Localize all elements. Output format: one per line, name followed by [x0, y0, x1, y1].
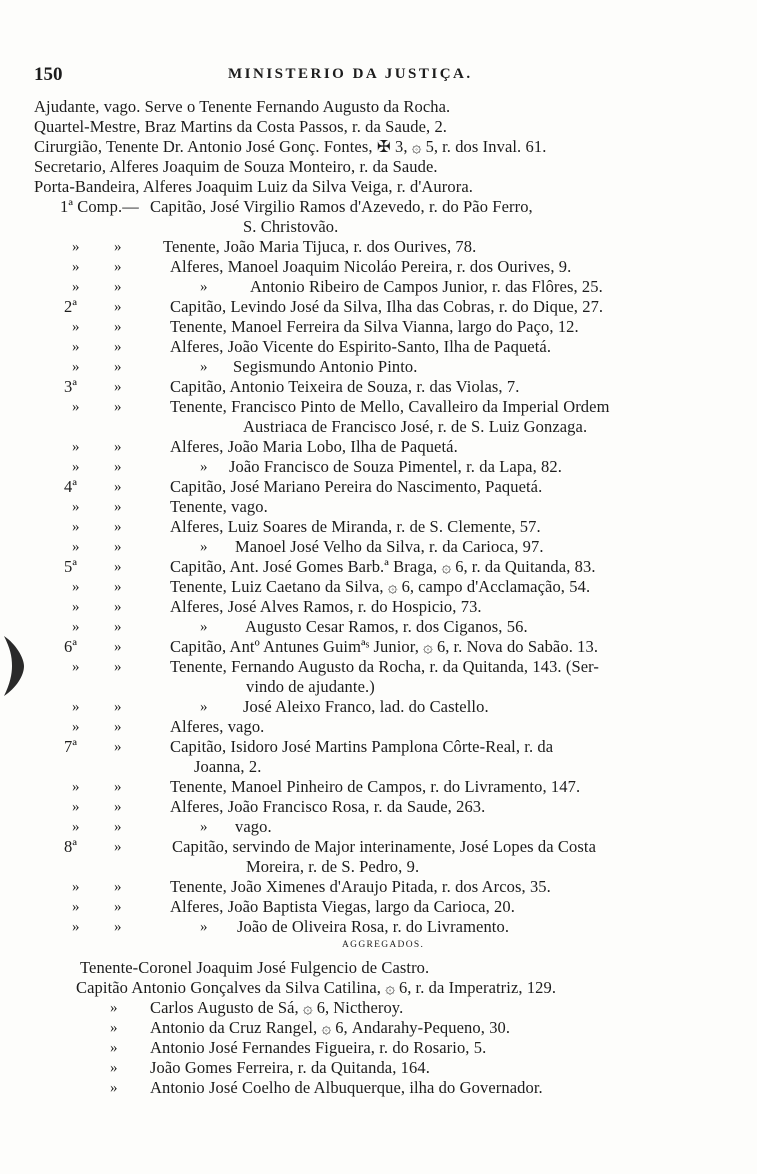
company-entry: Alferes, José Alves Ramos, r. do Hospicio, 73. [170, 597, 482, 616]
page-title: MINISTERIO DA JUSTIÇA. [228, 66, 473, 82]
company-entry: José Aleixo Franco, lad. do Castello. [243, 697, 489, 716]
ditto-mark: » [72, 579, 80, 595]
ditto-mark: » [114, 499, 122, 515]
company-entry: Alferes, João Maria Lobo, Ilha de Paquetá. [170, 437, 458, 456]
company-entry: Tenente, João Maria Tijuca, r. dos Ourives, 78. [163, 237, 477, 256]
company-mark: 2ª [64, 297, 78, 316]
company-entry: Segismundo Antonio Pinto. [233, 357, 418, 376]
company-entry: Moreira, r. de S. Pedro, 9. [246, 857, 420, 876]
ditto-mark: » [114, 699, 122, 715]
ditto-mark: » [114, 239, 122, 255]
aggregated-line: Tenente-Coronel Joaquim José Fulgencio de Castro. [80, 958, 430, 977]
company-entry: Alferes, vago. [170, 717, 265, 736]
ditto-mark: » [72, 799, 80, 815]
ditto-mark: » [114, 479, 122, 495]
ditto-mark: » [72, 319, 80, 335]
aggregated-sub: Antonio José Fernandes Figueira, r. do Rosario, 5. [150, 1038, 487, 1057]
company-entry: Antonio Ribeiro de Campos Junior, r. das Flôres, 25. [250, 277, 603, 296]
ditto-mark: » [114, 399, 122, 415]
company-entry: Capitão, Antonio Teixeira de Souza, r. das Violas, 7. [170, 377, 520, 396]
company-entry: Augusto Cesar Ramos, r. dos Ciganos, 56. [245, 617, 528, 636]
aggregated-sub: João Gomes Ferreira, r. da Quitanda, 164. [150, 1058, 430, 1077]
ditto-mark: » [110, 1040, 118, 1056]
margin-mark-icon [2, 634, 26, 698]
company-mark: 5ª [64, 557, 78, 576]
ditto-mark: » [200, 359, 208, 375]
company-entry: Capitão, Levindo José da Silva, Ilha das Cobras, r. do Dique, 27. [170, 297, 604, 316]
ditto-mark: » [114, 319, 122, 335]
ditto-mark: » [114, 459, 122, 475]
company-mark: 4ª [64, 477, 78, 496]
section-heading: AGGREGADOS. [342, 940, 425, 950]
staff-line: Ajudante, vago. Serve o Tenente Fernando Augusto da Rocha. [34, 97, 451, 116]
ditto-mark: » [110, 1020, 118, 1036]
ditto-mark: » [114, 559, 122, 575]
company-entry: João de Oliveira Rosa, r. do Livramento. [237, 917, 510, 936]
ditto-mark: » [72, 399, 80, 415]
ditto-mark: » [72, 779, 80, 795]
ditto-mark: » [114, 439, 122, 455]
company-entry: João Francisco de Souza Pimentel, r. da Lapa, 82. [229, 457, 562, 476]
ditto-mark: » [114, 719, 122, 735]
ditto-mark: » [114, 739, 122, 755]
ditto-mark: » [72, 259, 80, 275]
staff-line: Cirurgião, Tenente Dr. Antonio José Gonç. Fontes, ✠ 3, ۞ 5, r. dos Inval. 61. [34, 137, 547, 156]
company-mark: 7ª [64, 737, 78, 756]
ditto-mark: » [72, 439, 80, 455]
ditto-mark: » [200, 279, 208, 295]
ditto-mark: » [72, 619, 80, 635]
company-entry: Capitão, servindo de Major interinamente, José Lopes da Costa [172, 837, 596, 856]
ditto-mark: » [200, 819, 208, 835]
ditto-mark: » [114, 539, 122, 555]
ditto-mark: » [72, 899, 80, 915]
ditto-mark: » [72, 819, 80, 835]
company-entry: Tenente, Manoel Ferreira da Silva Vianna, largo do Paço, 12. [170, 317, 579, 336]
company-entry: Austriaca de Francisco José, r. de S. Luiz Gonzaga. [243, 417, 588, 436]
staff-line: Secretario, Alferes Joaquim de Souza Monteiro, r. da Saude. [34, 157, 438, 176]
ditto-mark: » [114, 579, 122, 595]
ditto-mark: » [200, 459, 208, 475]
staff-line: Porta-Bandeira, Alferes Joaquim Luiz da Silva Veiga, r. d'Aurora. [34, 177, 473, 196]
ditto-mark: » [72, 699, 80, 715]
ditto-mark: » [110, 1080, 118, 1096]
ditto-mark: » [72, 879, 80, 895]
ditto-mark: » [114, 839, 122, 855]
ditto-mark: » [114, 359, 122, 375]
ditto-mark: » [72, 919, 80, 935]
ditto-mark: » [114, 639, 122, 655]
aggregated-line: Capitão Antonio Gonçalves da Silva Catilina, ۞ 6, r. da Imperatriz, 129. [76, 978, 557, 997]
ditto-mark: » [114, 599, 122, 615]
ditto-mark: » [200, 539, 208, 555]
ditto-mark: » [114, 819, 122, 835]
company-entry: Capitão, Ant. José Gomes Barb.ª Braga, ۞ 6, r. da Quitanda, 83. [170, 557, 596, 576]
ditto-mark: » [114, 339, 122, 355]
company-entry: Tenente, Fernando Augusto da Rocha, r. da Quitanda, 143. (Ser- [170, 657, 600, 676]
company-entry: Capitão, José Virgilio Ramos d'Azevedo, r. do Pão Ferro, [150, 197, 533, 216]
ditto-mark: » [114, 259, 122, 275]
ditto-mark: » [72, 339, 80, 355]
company-mark: 6ª [64, 637, 78, 656]
company-entry: Tenente, Luiz Caetano da Silva, ۞ 6, campo d'Acclamação, 54. [170, 577, 591, 596]
company-entry: Capitão, Antº Antunes Guimªˢ Junior, ۞ 6, r. Nova do Sabão. 13. [170, 637, 599, 656]
ditto-mark: » [72, 539, 80, 555]
company-entry: Tenente, Manoel Pinheiro de Campos, r. do Livramento, 147. [170, 777, 581, 796]
company-entry: Capitão, José Mariano Pereira do Nascimento, Paquetá. [170, 477, 543, 496]
ditto-mark: » [200, 619, 208, 635]
company-entry: vindo de ajudante.) [246, 677, 375, 696]
company-entry: vago. [235, 817, 272, 836]
ditto-mark: » [72, 359, 80, 375]
aggregated-sub: Antonio José Coelho de Albuquerque, ilha do Governador. [150, 1078, 543, 1097]
ditto-mark: » [114, 919, 122, 935]
company-entry: Alferes, João Francisco Rosa, r. da Saude, 263. [170, 797, 486, 816]
company-mark: 8ª [64, 837, 78, 856]
ditto-mark: » [72, 719, 80, 735]
ditto-mark: » [114, 279, 122, 295]
ditto-mark: » [114, 879, 122, 895]
ditto-mark: » [200, 919, 208, 935]
company-entry: Tenente, vago. [170, 497, 268, 516]
ditto-mark: » [72, 599, 80, 615]
company-entry: S. Christovão. [243, 217, 339, 236]
aggregated-sub: Antonio da Cruz Rangel, ۞ 6, Andarahy-Pequeno, 30. [150, 1018, 511, 1037]
company-entry: Alferes, Manoel Joaquim Nicoláo Pereira, r. dos Ourives, 9. [170, 257, 572, 276]
ditto-mark: » [110, 1000, 118, 1016]
page-number: 150 [34, 64, 63, 85]
ditto-mark: » [114, 619, 122, 635]
ditto-mark: » [114, 779, 122, 795]
staff-line: Quartel-Mestre, Braz Martins da Costa Passos, r. da Saude, 2. [34, 117, 448, 136]
ditto-mark: » [72, 659, 80, 675]
ditto-mark: » [72, 459, 80, 475]
company-mark: 1ª Comp.— [60, 197, 139, 216]
company-entry: Tenente, João Ximenes d'Araujo Pitada, r. dos Arcos, 35. [170, 877, 551, 896]
ditto-mark: » [114, 659, 122, 675]
ditto-mark: » [72, 519, 80, 535]
ditto-mark: » [114, 899, 122, 915]
ditto-mark: » [114, 799, 122, 815]
ditto-mark: » [114, 299, 122, 315]
company-entry: Alferes, João Vicente do Espirito-Santo, Ilha de Paquetá. [170, 337, 552, 356]
company-entry: Joanna, 2. [194, 757, 262, 776]
company-entry: Capitão, Isidoro José Martins Pamplona Côrte-Real, r. da [170, 737, 554, 756]
company-mark: 3ª [64, 377, 78, 396]
ditto-mark: » [72, 279, 80, 295]
company-entry: Alferes, Luiz Soares de Miranda, r. de S. Clemente, 57. [170, 517, 541, 536]
ditto-mark: » [114, 519, 122, 535]
company-entry: Manoel José Velho da Silva, r. da Carioca, 97. [235, 537, 544, 556]
ditto-mark: » [72, 499, 80, 515]
ditto-mark: » [114, 379, 122, 395]
aggregated-sub: Carlos Augusto de Sá, ۞ 6, Nictheroy. [150, 998, 404, 1017]
ditto-mark: » [200, 699, 208, 715]
ditto-mark: » [110, 1060, 118, 1076]
company-entry: Alferes, João Baptista Viegas, largo da Carioca, 20. [170, 897, 515, 916]
company-entry: Tenente, Francisco Pinto de Mello, Cavalleiro da Imperial Ordem [170, 397, 610, 416]
ditto-mark: » [72, 239, 80, 255]
